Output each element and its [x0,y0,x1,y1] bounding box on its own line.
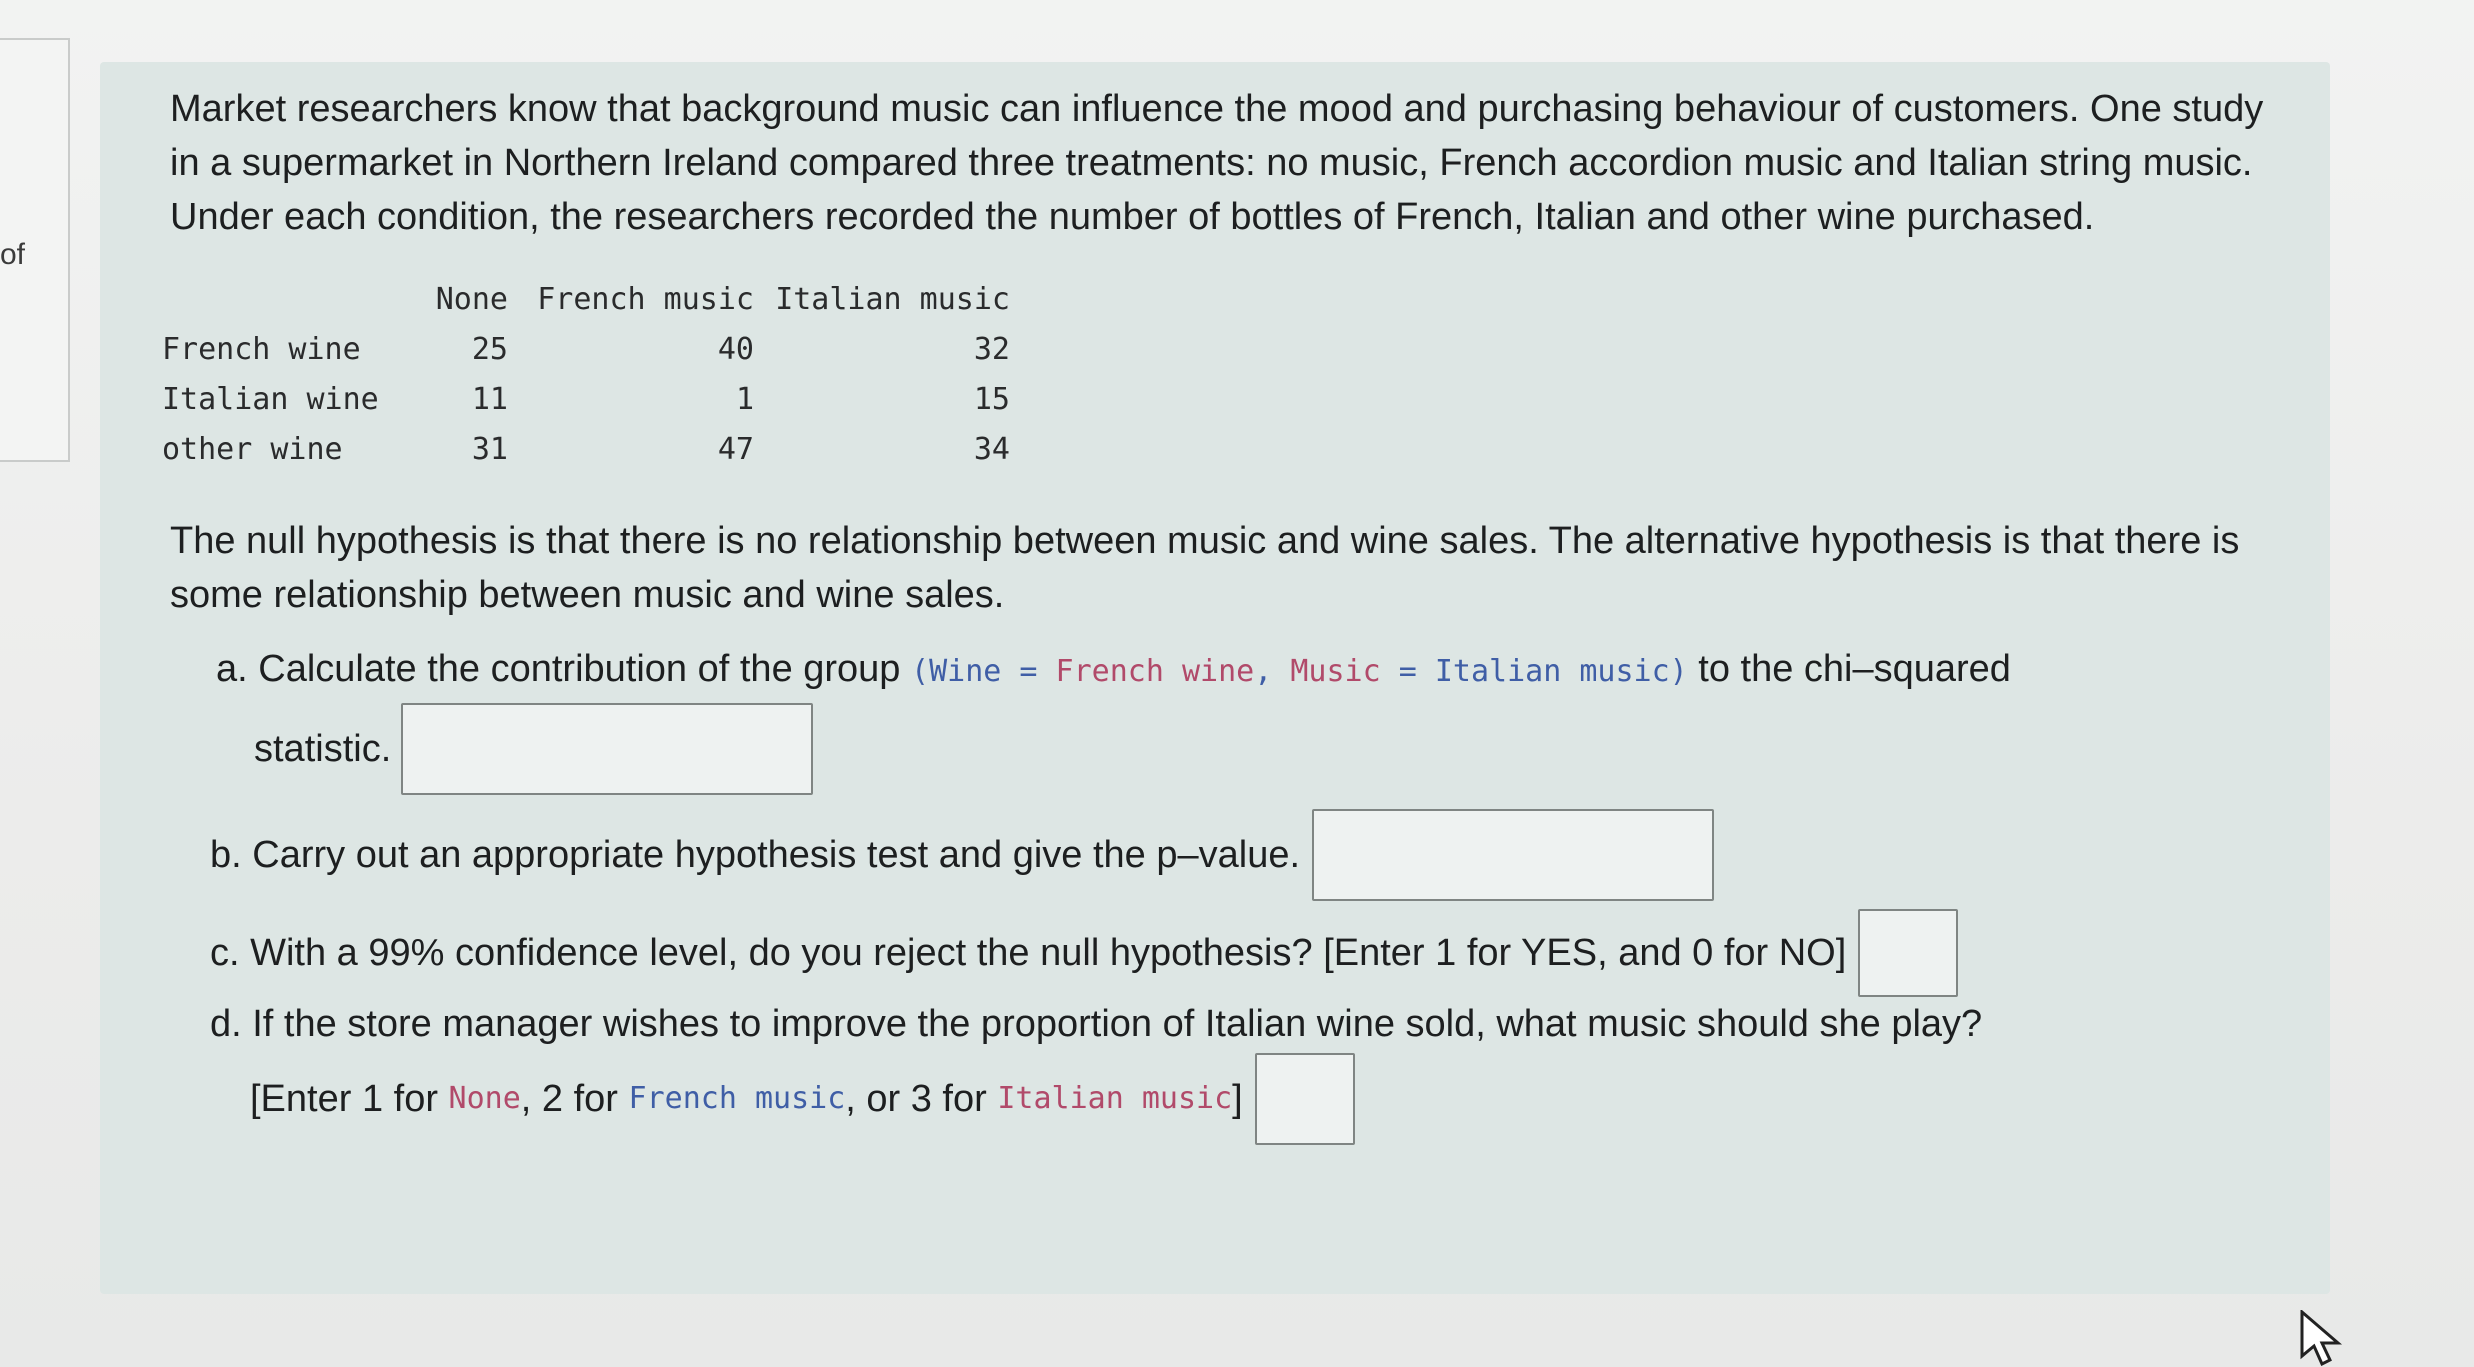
code-sep: , [1254,654,1291,689]
code-value: French wine [1055,654,1255,689]
answer-d-input[interactable] [1255,1053,1355,1145]
question-a-prefix: a. Calculate the contribution of the group [216,648,901,690]
answer-b-input[interactable] [1312,809,1714,901]
question-d-answer-row [210,1053,2260,1145]
table-header: French music [537,281,754,317]
mouse-cursor-icon [2300,1310,2344,1367]
intro-text: Market researchers know that background music can influence the mood and purchasing behaviour of customers. One study in a supermarket in Northern Ireland compared three treatments: no music, French accordion music and Italian string music. Under each condition, the researchers recorded the number of bottles of French, Italian and other wine purchased. [170,88,2264,238]
question-d [170,997,2260,1145]
question-a-line2: statistic. [254,728,392,770]
row-label: French wine [162,331,361,367]
code-eq: = [1380,654,1435,689]
row-label: other wine [162,431,343,467]
hypothesis-text: The null hypothesis is that there is no relationship between music and wine sales. The alternative hypothesis is that there is some relationship between music and wine sales. [170,520,2240,616]
table-cell: 32 [973,331,1010,367]
question-a-suffix: to the chi–squared [1698,648,2011,690]
table-cell: 1 [735,381,754,417]
question-d-text: [Enter 1 for [250,1078,438,1120]
answer-c-input[interactable] [1858,909,1958,997]
table-corner [162,274,398,324]
table-row [162,374,1010,424]
side-label: of [0,238,26,271]
table-header: None [435,281,508,317]
code-key: Music [1290,654,1381,689]
table-cell: 15 [973,381,1010,417]
code-value: Italian music [1434,654,1670,689]
table-cell: 40 [717,331,754,367]
option-french-music: French music [628,1081,846,1116]
question-d-text: , or 3 for [845,1078,987,1120]
table-cell: 31 [471,431,508,467]
question-card [100,62,2330,1294]
table-cell: 11 [471,381,508,417]
table-cell: 34 [973,431,1010,467]
question-a-answer-row [216,703,2260,795]
table-cell: 47 [717,431,754,467]
table-cell: 25 [471,331,508,367]
answer-a-input[interactable] [401,703,813,795]
question-b-text: b. Carry out an appropriate hypothesis test and give the p–value. [210,834,1301,876]
question-c-text: c. With a 99% confidence level, do you reject the null hypothesis? [Enter 1 for YES, and 0 for NO] [210,932,1847,974]
table-header: Italian music [775,281,1010,317]
question-d-text: ] [1232,1078,1243,1120]
table-row [162,324,1010,374]
question-d-line1: d. If the store manager wishes to improve the proportion of Italian wine sold, what music should she play? [210,1003,1983,1045]
question-d-text: , 2 for [520,1078,618,1120]
data-table [162,274,1010,474]
table-header-row [162,274,1010,324]
code-eq: = [1001,654,1056,689]
table-row [162,424,1010,474]
code-paren: ( [911,654,930,689]
question-content [162,82,2264,1145]
row-label: Italian wine [162,381,379,417]
option-none: None [448,1081,521,1116]
code-key: Wine [929,654,1002,689]
question-b [170,809,2260,901]
code-paren: ) [1669,654,1688,689]
question-c [170,909,2260,997]
question-a [170,642,2260,795]
option-italian-music: Italian music [997,1081,1233,1116]
questions [170,514,2260,1145]
